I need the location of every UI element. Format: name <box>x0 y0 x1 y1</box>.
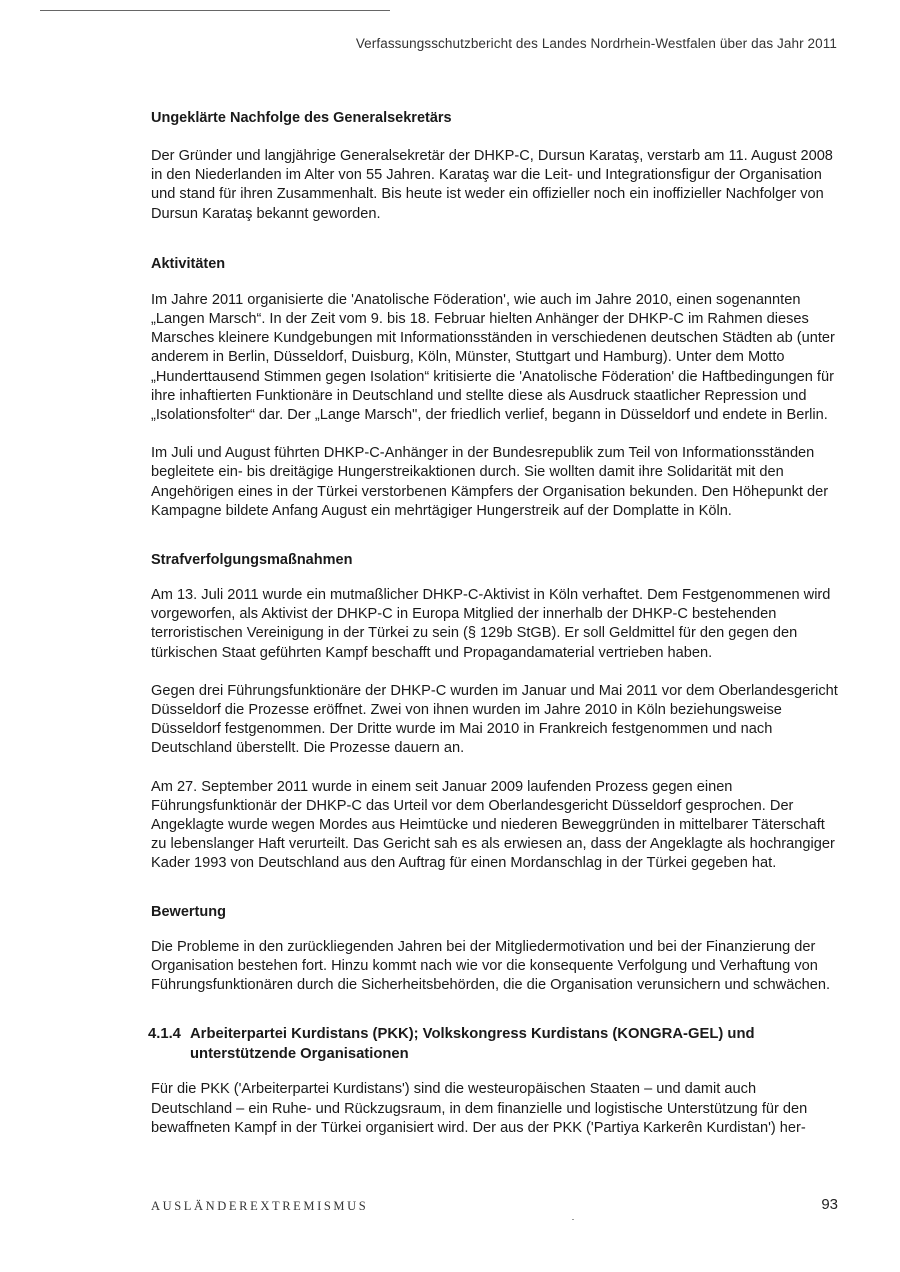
scan-speck <box>572 1219 574 1220</box>
section-heading-4-1-4 <box>148 1024 841 1064</box>
paragraph: Für die PKK ('Arbeiterpartei Kurdistans') sind die westeuropäischen Staaten – und damit auch Deutschland – ein Ruhe- und Rückzugsraum, in dem finanzielle und logistische Unterstützung für den bewaffneten Kampf in der Türkei organisiert wird. Der aus der PKK ('Partiya Karkerên Kurdistan') her- <box>151 1081 808 1136</box>
heading-nachfolge: Ungeklärte Nachfolge des Generalsekretärs <box>151 110 452 126</box>
paragraph: Gegen drei Führungsfunktionäre der DHKP-C wurden im Januar und Mai 2011 vor dem Oberlandesgericht Düsseldorf die Prozesse eröffnet. Zwei von ihnen wurden im Jahre 2010 in Köln beziehungsweise Düsseldorf festgenommen. Der Dritte wurde im Mai 2010 in Frankreich festgenommen und nach Deutschland überstellt. Die Prozesse dauern an. <box>151 682 838 757</box>
paragraph: Im Juli und August führten DHKP-C-Anhänger in der Bundesrepublik zum Teil von Informationsständen begleitete ein- bis dreitägige Hungerstreikaktionen durch. Sie wollten damit ihre Solidarität mit den Angehörigen eines in der Türkei verstorbenen Kämpfers der Organisation bekunden. Den Höhepunkt der Kampagne bildete Anfang August ein mehrtägiger Hungerstreik auf der Domplatte in Köln. <box>151 445 829 519</box>
paragraph: Die Probleme in den zurückliegenden Jahren bei der Mitgliedermotivation und bei der Finanzierung der Organisation bestehen fort. Hinzu kommt nach wie vor die konsequente Verfolgung und Verhaftung von Führungsfunktionären durch die Sicherheitsbehörden, die die Organisation verunsichern und schwächen. <box>151 938 831 994</box>
page-body <box>148 108 841 1138</box>
section-title: Arbeiterpartei Kurdistans (PKK); Volkskongress Kurdistans (KONGRA-GEL) und unterstützende Organisationen <box>190 1026 755 1063</box>
paragraph: Im Jahre 2011 organisierte die 'Anatolische Föderation', wie auch im Jahre 2010, einen sogenannten „Langen Marsch“. In der Zeit vom 9. bis 18. Februar hielten Anhänger der DHKP-C im Rahmen dieses Marsches kleinere Kundgebungen mit Informationsständen in verschiedenen deutschen Städten ab (unter anderem in Berlin, Düsseldorf, Duisburg, Köln, Münster, Stuttgart und Hamburg). Unter dem Motto „Hunderttausend Stimmen gegen Isolation“ kritisierte die 'Anatolische Föderation' die Haftbedingungen für ihre inhaftierten Funktionäre in Deutschland und stellte diese als Ausdruck staatlicher Repression und „Isolationsfolter“ dar. Der „Lange Marsch", der friedlich verlief, begann in Düsseldorf und endete in Berlin. <box>151 291 835 424</box>
heading-bewertung: Bewertung <box>151 903 226 920</box>
paragraph: Am 13. Juli 2011 wurde ein mutmaßlicher DHKP-C-Aktivist in Köln verhaftet. Dem Festgenommenen wird vorgeworfen, als Aktivist der DHKP-C in Europa Mitglied der innerhalb der DHKP-C bestehenden terroristischen Vereinigung in der Türkei zu sein (§ 129b StGB). Er soll Geldmittel für den gegen den türkischen Staat geführten Kampf beschafft und Propagandamaterial vertrieben haben. <box>151 587 831 661</box>
section-number: 4.1.4 <box>148 1026 181 1043</box>
heading-aktivitaeten: Aktivitäten <box>151 255 226 272</box>
page-number: 93 <box>821 1196 838 1213</box>
footer-chapter: AUSLÄNDEREXTREMISMUS <box>151 1199 369 1213</box>
paragraph: Der Gründer und langjährige Generalsekretär der DHKP-C, Dursun Karataş, verstarb am 11. August 2008 in den Niederlanden im Alter von 55 Jahren. Karataş war die Leit- und Integrationsfigur der Organisation und stand für ihren Zusammenhalt. Bis heute ist weder ein offizieller noch ein inoffizieller Nachfolger von Dursun Karataş bekannt geworden. <box>151 148 833 222</box>
heading-strafverfolgung: Strafverfolgungsmaßnahmen <box>151 552 353 569</box>
paragraph: Am 27. September 2011 wurde in einem seit Januar 2009 laufenden Prozess gegen einen Führungsfunktionär der DHKP-C das Urteil vor dem Oberlandesgericht Düsseldorf gesprochen. Der Angeklagte wurde wegen Mordes aus Heimtücke und niederen Beweggründen in mittelbarer Täterschaft zu lebenslanger Haft verurteilt. Das Gericht sah es als erwiesen an, dass der Angeklagte als hochrangiger Kader 1993 von Deutschland aus den Auftrag für einen Mordanschlag in der Türkei gegeben hat. <box>151 778 835 872</box>
top-rule <box>40 10 390 11</box>
running-header: Verfassungsschutzbericht des Landes Nordrhein-Westfalen über das Jahr 2011 <box>355 36 837 51</box>
